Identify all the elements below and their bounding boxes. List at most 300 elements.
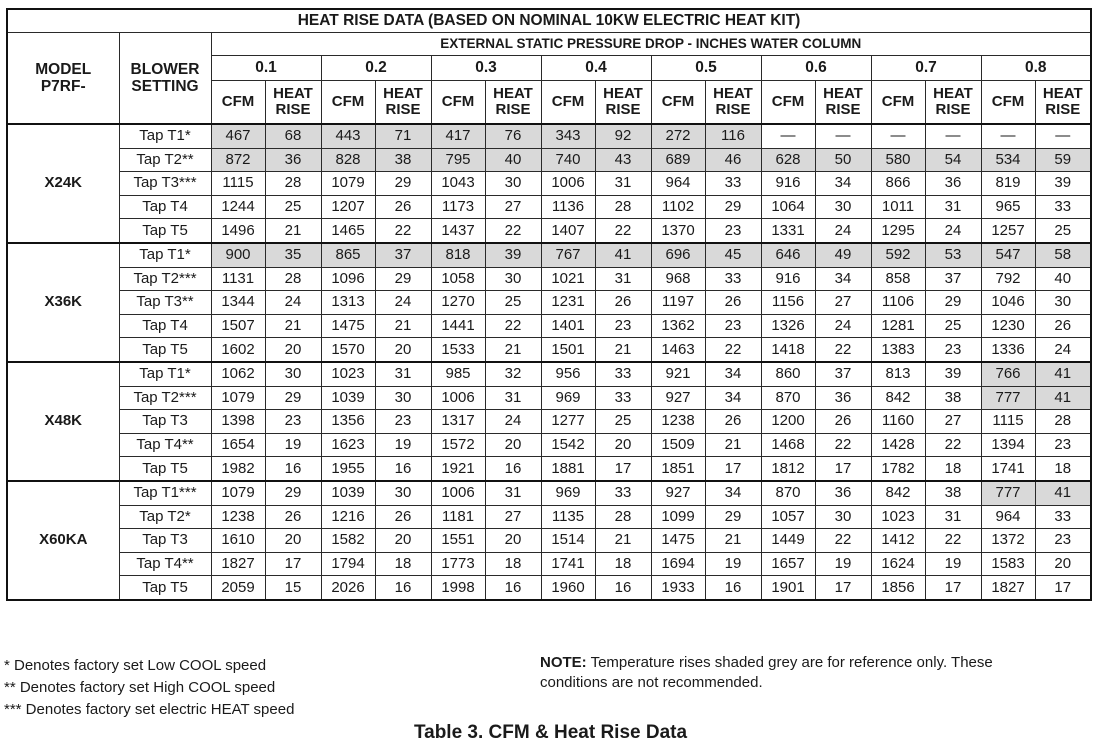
heat-rise-table-container	[6, 8, 1088, 601]
heat-rise-cell: 20	[265, 338, 321, 362]
cfm-cell: 1428	[871, 433, 925, 457]
blower-tap-cell: Tap T5	[119, 338, 211, 362]
cfm-cell: 1079	[321, 172, 375, 196]
table-row	[7, 457, 1091, 481]
cfm-cell: 1216	[321, 505, 375, 529]
cfm-cell: 1006	[431, 481, 485, 505]
cfm-cell: 927	[651, 481, 705, 505]
heat-rise-cell: 26	[705, 410, 761, 434]
table-row	[7, 172, 1091, 196]
heat-rise-cell: 21	[595, 338, 651, 362]
blower-tap-cell: Tap T5	[119, 576, 211, 600]
heat-rise-cell: 19	[815, 552, 871, 576]
heat-rise-cell: 29	[705, 195, 761, 219]
cfm-cell: 916	[761, 267, 815, 291]
heat-rise-cell: 22	[815, 338, 871, 362]
heat-rise-cell: 23	[705, 219, 761, 243]
heat-rise-subheader-line2: RISE	[935, 101, 971, 118]
heat-rise-cell: 37	[925, 267, 981, 291]
model-header-line2: P7RF-	[40, 78, 86, 95]
heat-rise-cell: 30	[375, 386, 431, 410]
heat-rise-cell: 31	[595, 172, 651, 196]
heat-rise-cell: 39	[485, 243, 541, 267]
table-caption: Table 3. CFM & Heat Rise Data	[413, 722, 688, 743]
heat-rise-cell: 28	[1035, 410, 1091, 434]
cfm-cell: 1542	[541, 433, 595, 457]
cfm-cell: 872	[211, 148, 265, 172]
cfm-cell: 1449	[761, 529, 815, 553]
heat-rise-cell: 24	[265, 291, 321, 315]
cfm-cell: 534	[981, 148, 1035, 172]
heat-rise-cell: 54	[925, 148, 981, 172]
model-cell: X36K	[7, 243, 119, 362]
heat-rise-cell: 21	[485, 338, 541, 362]
cfm-subheader: CFM	[541, 81, 595, 125]
cfm-cell: 1006	[431, 386, 485, 410]
cfm-cell: 1657	[761, 552, 815, 576]
cfm-cell: 900	[211, 243, 265, 267]
cfm-cell: 1475	[651, 529, 705, 553]
cfm-cell: 777	[981, 481, 1035, 505]
static-pressure-header: EXTERNAL STATIC PRESSURE DROP - INCHES WATER COLUMN	[211, 33, 1091, 56]
heat-rise-cell: 17	[705, 457, 761, 481]
heat-rise-cell: 20	[485, 529, 541, 553]
cfm-cell: 1021	[541, 267, 595, 291]
heat-rise-cell: 18	[1035, 457, 1091, 481]
blower-tap-cell: Tap T3***	[119, 172, 211, 196]
heat-rise-cell: 30	[375, 481, 431, 505]
note	[540, 653, 1060, 693]
cfm-cell: 1602	[211, 338, 265, 362]
cfm-cell: 1057	[761, 505, 815, 529]
cfm-cell: 1881	[541, 457, 595, 481]
heat-rise-cell: 26	[815, 410, 871, 434]
heat-rise-cell: 23	[375, 410, 431, 434]
heat-rise-cell: 41	[1035, 481, 1091, 505]
cfm-subheader: CFM	[431, 81, 485, 125]
heat-rise-subheader-line1: HEAT	[603, 85, 643, 102]
cfm-cell: 927	[651, 386, 705, 410]
heat-rise-cell: 41	[1035, 386, 1091, 410]
cfm-cell: 740	[541, 148, 595, 172]
cfm-cell: 547	[981, 243, 1035, 267]
cfm-cell: 592	[871, 243, 925, 267]
heat-rise-cell: 17	[1035, 576, 1091, 600]
heat-rise-cell: 20	[265, 529, 321, 553]
heat-rise-cell: 34	[815, 267, 871, 291]
cfm-cell: 1043	[431, 172, 485, 196]
heat-rise-subheader-line2: RISE	[715, 101, 751, 118]
heat-rise-cell: 16	[705, 576, 761, 600]
heat-rise-subheader-line1: HEAT	[1042, 85, 1083, 102]
heat-rise-cell: 27	[815, 291, 871, 315]
heat-rise-cell: 21	[375, 314, 431, 338]
table-row	[7, 195, 1091, 219]
cfm-cell: 1281	[871, 314, 925, 338]
cfm-cell: 1582	[321, 529, 375, 553]
heat-rise-cell: 25	[1035, 219, 1091, 243]
cfm-cell: 580	[871, 148, 925, 172]
cfm-cell: 1514	[541, 529, 595, 553]
cfm-cell: 1856	[871, 576, 925, 600]
cfm-cell: 792	[981, 267, 1035, 291]
cfm-cell: 818	[431, 243, 485, 267]
heat-rise-cell: 76	[485, 124, 541, 148]
heat-rise-cell: 30	[815, 195, 871, 219]
heat-rise-cell: 19	[265, 433, 321, 457]
cfm-subheader: CFM	[211, 81, 265, 125]
table-row	[7, 576, 1091, 600]
heat-rise-cell: 24	[815, 314, 871, 338]
cfm-cell: 1039	[321, 481, 375, 505]
cfm-cell: 866	[871, 172, 925, 196]
heat-rise-cell: 21	[265, 314, 321, 338]
note-text: Temperature rises shaded grey are for reference only. These conditions are not recommended.	[540, 654, 993, 691]
heat-rise-cell: 36	[925, 172, 981, 196]
cfm-cell: 1741	[541, 552, 595, 576]
heat-rise-cell: 68	[265, 124, 321, 148]
cfm-cell: 1106	[871, 291, 925, 315]
heat-rise-cell: 22	[815, 529, 871, 553]
heat-rise-cell: 22	[595, 219, 651, 243]
cfm-cell: 1583	[981, 552, 1035, 576]
cfm-cell: 1370	[651, 219, 705, 243]
heat-rise-cell: 58	[1035, 243, 1091, 267]
heat-rise-cell: 22	[815, 433, 871, 457]
cfm-cell: 870	[761, 481, 815, 505]
cfm-cell: 1336	[981, 338, 1035, 362]
blower-tap-cell: Tap T4	[119, 314, 211, 338]
heat-rise-cell: 28	[265, 172, 321, 196]
cfm-cell: 828	[321, 148, 375, 172]
table-row	[7, 314, 1091, 338]
heat-rise-cell: 33	[705, 172, 761, 196]
heat-rise-cell: 34	[705, 362, 761, 386]
table-row	[7, 505, 1091, 529]
heat-rise-cell: 23	[1035, 529, 1091, 553]
blower-header-line2: SETTING	[131, 78, 199, 95]
pressure-header: 0.7	[871, 56, 981, 81]
cfm-cell: 968	[651, 267, 705, 291]
cfm-cell: 1383	[871, 338, 925, 362]
heat-rise-cell: 53	[925, 243, 981, 267]
cfm-cell: 865	[321, 243, 375, 267]
heat-rise-cell: 29	[265, 481, 321, 505]
heat-rise-cell: 29	[375, 172, 431, 196]
cfm-cell: 1244	[211, 195, 265, 219]
heat-rise-subheader-line1: HEAT	[383, 85, 423, 102]
cfm-cell: 1046	[981, 291, 1035, 315]
heat-rise-cell: 116	[705, 124, 761, 148]
heat-rise-cell: 59	[1035, 148, 1091, 172]
cfm-cell: 1570	[321, 338, 375, 362]
heat-rise-cell: 29	[375, 267, 431, 291]
heat-rise-cell: 23	[595, 314, 651, 338]
cfm-cell: 1921	[431, 457, 485, 481]
cfm-cell: 1933	[651, 576, 705, 600]
footnotes	[4, 655, 294, 721]
heat-rise-cell: 22	[375, 219, 431, 243]
cfm-cell: 1572	[431, 433, 485, 457]
heat-rise-cell: 27	[485, 195, 541, 219]
heat-rise-subheader	[595, 81, 651, 125]
heat-rise-cell: 33	[595, 386, 651, 410]
heat-rise-subheader	[1035, 81, 1091, 125]
heat-rise-cell: 16	[595, 576, 651, 600]
heat-rise-subheader	[815, 81, 871, 125]
cfm-cell: 1398	[211, 410, 265, 434]
heat-rise-cell: 33	[705, 267, 761, 291]
cfm-subheader: CFM	[651, 81, 705, 125]
cfm-cell: 1475	[321, 314, 375, 338]
heat-rise-cell: 22	[705, 338, 761, 362]
cfm-cell: 1079	[211, 481, 265, 505]
heat-rise-subheader	[485, 81, 541, 125]
cfm-cell: 1277	[541, 410, 595, 434]
cfm-cell: 858	[871, 267, 925, 291]
cfm-cell: 1326	[761, 314, 815, 338]
heat-rise-cell: 31	[375, 362, 431, 386]
heat-rise-cell: 17	[815, 576, 871, 600]
cfm-cell: 1694	[651, 552, 705, 576]
heat-rise-subheader-line2: RISE	[275, 101, 311, 118]
cfm-cell: 860	[761, 362, 815, 386]
blower-tap-cell: Tap T3**	[119, 291, 211, 315]
blower-tap-cell: Tap T5	[119, 457, 211, 481]
cfm-cell: 1827	[981, 576, 1035, 600]
heat-rise-cell: 17	[925, 576, 981, 600]
cfm-cell: 1079	[211, 386, 265, 410]
heat-rise-cell: 31	[925, 195, 981, 219]
heat-rise-subheader-line1: HEAT	[933, 85, 973, 102]
table-title: HEAT RISE DATA (BASED ON NOMINAL 10KW ELECTRIC HEAT KIT)	[7, 9, 1091, 33]
heat-rise-cell: 17	[815, 457, 871, 481]
cfm-cell: 1023	[871, 505, 925, 529]
heat-rise-cell: 26	[1035, 314, 1091, 338]
cfm-cell: 1741	[981, 457, 1035, 481]
cfm-cell: —	[981, 124, 1035, 148]
heat-rise-cell: 26	[375, 195, 431, 219]
heat-rise-cell: 30	[1035, 291, 1091, 315]
cfm-cell: 1006	[541, 172, 595, 196]
heat-rise-cell: 23	[1035, 433, 1091, 457]
heat-rise-cell: 20	[375, 338, 431, 362]
cfm-cell: 1610	[211, 529, 265, 553]
heat-rise-cell: 26	[595, 291, 651, 315]
cfm-cell: 689	[651, 148, 705, 172]
blower-tap-cell: Tap T3	[119, 410, 211, 434]
cfm-cell: 1136	[541, 195, 595, 219]
model-header-line1: MODEL	[35, 61, 92, 78]
heat-rise-cell: 31	[485, 481, 541, 505]
cfm-cell: 1099	[651, 505, 705, 529]
heat-rise-cell: 30	[485, 172, 541, 196]
heat-rise-cell: 21	[595, 529, 651, 553]
pressure-header: 0.1	[211, 56, 321, 81]
heat-rise-cell: 19	[925, 552, 981, 576]
cfm-cell: 921	[651, 362, 705, 386]
cfm-cell: 969	[541, 386, 595, 410]
heat-rise-cell: 31	[595, 267, 651, 291]
cfm-cell: 969	[541, 481, 595, 505]
table-row	[7, 362, 1091, 386]
cfm-cell: 1064	[761, 195, 815, 219]
footnote-high-cool: ** Denotes factory set High COOL speed	[4, 679, 276, 696]
heat-rise-subheader	[925, 81, 981, 125]
cfm-cell: 965	[981, 195, 1035, 219]
blower-tap-cell: Tap T1*	[119, 243, 211, 267]
cfm-cell: 1181	[431, 505, 485, 529]
blower-tap-cell: Tap T2**	[119, 148, 211, 172]
heat-rise-subheader-line1: HEAT	[713, 85, 753, 102]
blower-tap-cell: Tap T3	[119, 529, 211, 553]
heat-rise-cell: 20	[595, 433, 651, 457]
cfm-cell: 1623	[321, 433, 375, 457]
cfm-cell: 1441	[431, 314, 485, 338]
heat-rise-cell: 17	[595, 457, 651, 481]
cfm-cell: 1812	[761, 457, 815, 481]
cfm-cell: 1437	[431, 219, 485, 243]
blower-tap-cell: Tap T2***	[119, 386, 211, 410]
blower-tap-cell: Tap T1*	[119, 124, 211, 148]
cfm-cell: 964	[651, 172, 705, 196]
cfm-cell: 1624	[871, 552, 925, 576]
table-row	[7, 338, 1091, 362]
blower-tap-cell: Tap T4**	[119, 433, 211, 457]
blower-tap-cell: Tap T1*	[119, 362, 211, 386]
heat-rise-cell: 28	[265, 267, 321, 291]
cfm-cell: 767	[541, 243, 595, 267]
model-cell: X24K	[7, 124, 119, 243]
cfm-cell: 1901	[761, 576, 815, 600]
heat-rise-cell: 38	[925, 481, 981, 505]
cfm-cell: 1468	[761, 433, 815, 457]
heat-rise-cell: 35	[265, 243, 321, 267]
cfm-cell: 1465	[321, 219, 375, 243]
cfm-cell: 1230	[981, 314, 1035, 338]
heat-rise-cell: 34	[815, 172, 871, 196]
table-row	[7, 219, 1091, 243]
heat-rise-cell: 16	[485, 457, 541, 481]
heat-rise-cell: 92	[595, 124, 651, 148]
cfm-cell: 1115	[211, 172, 265, 196]
cfm-cell: 795	[431, 148, 485, 172]
table-row	[7, 267, 1091, 291]
cfm-cell: 467	[211, 124, 265, 148]
heat-rise-cell: 22	[485, 219, 541, 243]
heat-rise-cell: 40	[485, 148, 541, 172]
heat-rise-subheader-line2: RISE	[1045, 101, 1081, 118]
cfm-cell: 1173	[431, 195, 485, 219]
table-row	[7, 291, 1091, 315]
heat-rise-cell: 25	[925, 314, 981, 338]
pressure-header: 0.6	[761, 56, 871, 81]
table-row	[7, 529, 1091, 553]
heat-rise-cell: 33	[1035, 505, 1091, 529]
blower-tap-cell: Tap T2*	[119, 505, 211, 529]
heat-rise-subheader-line1: HEAT	[823, 85, 863, 102]
heat-rise-cell: 23	[925, 338, 981, 362]
cfm-cell: 1782	[871, 457, 925, 481]
cfm-cell: 1955	[321, 457, 375, 481]
table-header	[7, 9, 1091, 124]
heat-rise-cell: 36	[265, 148, 321, 172]
cfm-cell: 1257	[981, 219, 1035, 243]
cfm-cell: —	[761, 124, 815, 148]
table-body	[7, 124, 1091, 600]
cfm-cell: 1533	[431, 338, 485, 362]
cfm-cell: 1960	[541, 576, 595, 600]
pressure-header: 0.3	[431, 56, 541, 81]
heat-rise-cell: 28	[595, 195, 651, 219]
heat-rise-cell: 19	[375, 433, 431, 457]
cfm-cell: 1062	[211, 362, 265, 386]
cfm-cell: 1200	[761, 410, 815, 434]
cfm-subheader: CFM	[321, 81, 375, 125]
heat-rise-cell: 43	[595, 148, 651, 172]
heat-rise-subheader-line2: RISE	[825, 101, 861, 118]
heat-rise-cell: 17	[265, 552, 321, 576]
cfm-cell: 1023	[321, 362, 375, 386]
cfm-cell: 1851	[651, 457, 705, 481]
heat-rise-cell: 29	[265, 386, 321, 410]
heat-rise-cell: 32	[485, 362, 541, 386]
heat-rise-cell: 71	[375, 124, 431, 148]
model-cell: X48K	[7, 362, 119, 481]
cfm-cell: 1356	[321, 410, 375, 434]
cfm-cell: 1507	[211, 314, 265, 338]
cfm-cell: 1794	[321, 552, 375, 576]
cfm-cell: 1344	[211, 291, 265, 315]
cfm-cell: 1317	[431, 410, 485, 434]
heat-rise-cell: 33	[595, 481, 651, 505]
heat-rise-cell: 38	[925, 386, 981, 410]
cfm-cell: 842	[871, 386, 925, 410]
blower-tap-cell: Tap T4	[119, 195, 211, 219]
cfm-cell: 646	[761, 243, 815, 267]
heat-rise-cell: 37	[815, 362, 871, 386]
cfm-cell: 1058	[431, 267, 485, 291]
cfm-cell: 777	[981, 386, 1035, 410]
heat-rise-subheader-line1: HEAT	[273, 85, 313, 102]
heat-rise-cell: 34	[705, 481, 761, 505]
heat-rise-subheader	[375, 81, 431, 125]
heat-rise-cell: 26	[705, 291, 761, 315]
cfm-cell: 813	[871, 362, 925, 386]
cfm-cell: 1160	[871, 410, 925, 434]
cfm-cell: 2059	[211, 576, 265, 600]
heat-rise-cell: 27	[485, 505, 541, 529]
cfm-cell: 1998	[431, 576, 485, 600]
cfm-cell: 1313	[321, 291, 375, 315]
heat-rise-cell: 29	[925, 291, 981, 315]
cfm-cell: 766	[981, 362, 1035, 386]
heat-rise-cell: 46	[705, 148, 761, 172]
heat-rise-cell: 18	[925, 457, 981, 481]
heat-rise-cell: 20	[485, 433, 541, 457]
heat-rise-cell: 31	[925, 505, 981, 529]
table-row	[7, 481, 1091, 505]
cfm-cell: 916	[761, 172, 815, 196]
heat-rise-subheader-line2: RISE	[495, 101, 531, 118]
cfm-cell: 1372	[981, 529, 1035, 553]
heat-rise-cell: 26	[265, 505, 321, 529]
heat-rise-cell: 34	[705, 386, 761, 410]
blower-tap-cell: Tap T1***	[119, 481, 211, 505]
heat-rise-cell: 36	[815, 386, 871, 410]
table-row	[7, 433, 1091, 457]
cfm-cell: 272	[651, 124, 705, 148]
